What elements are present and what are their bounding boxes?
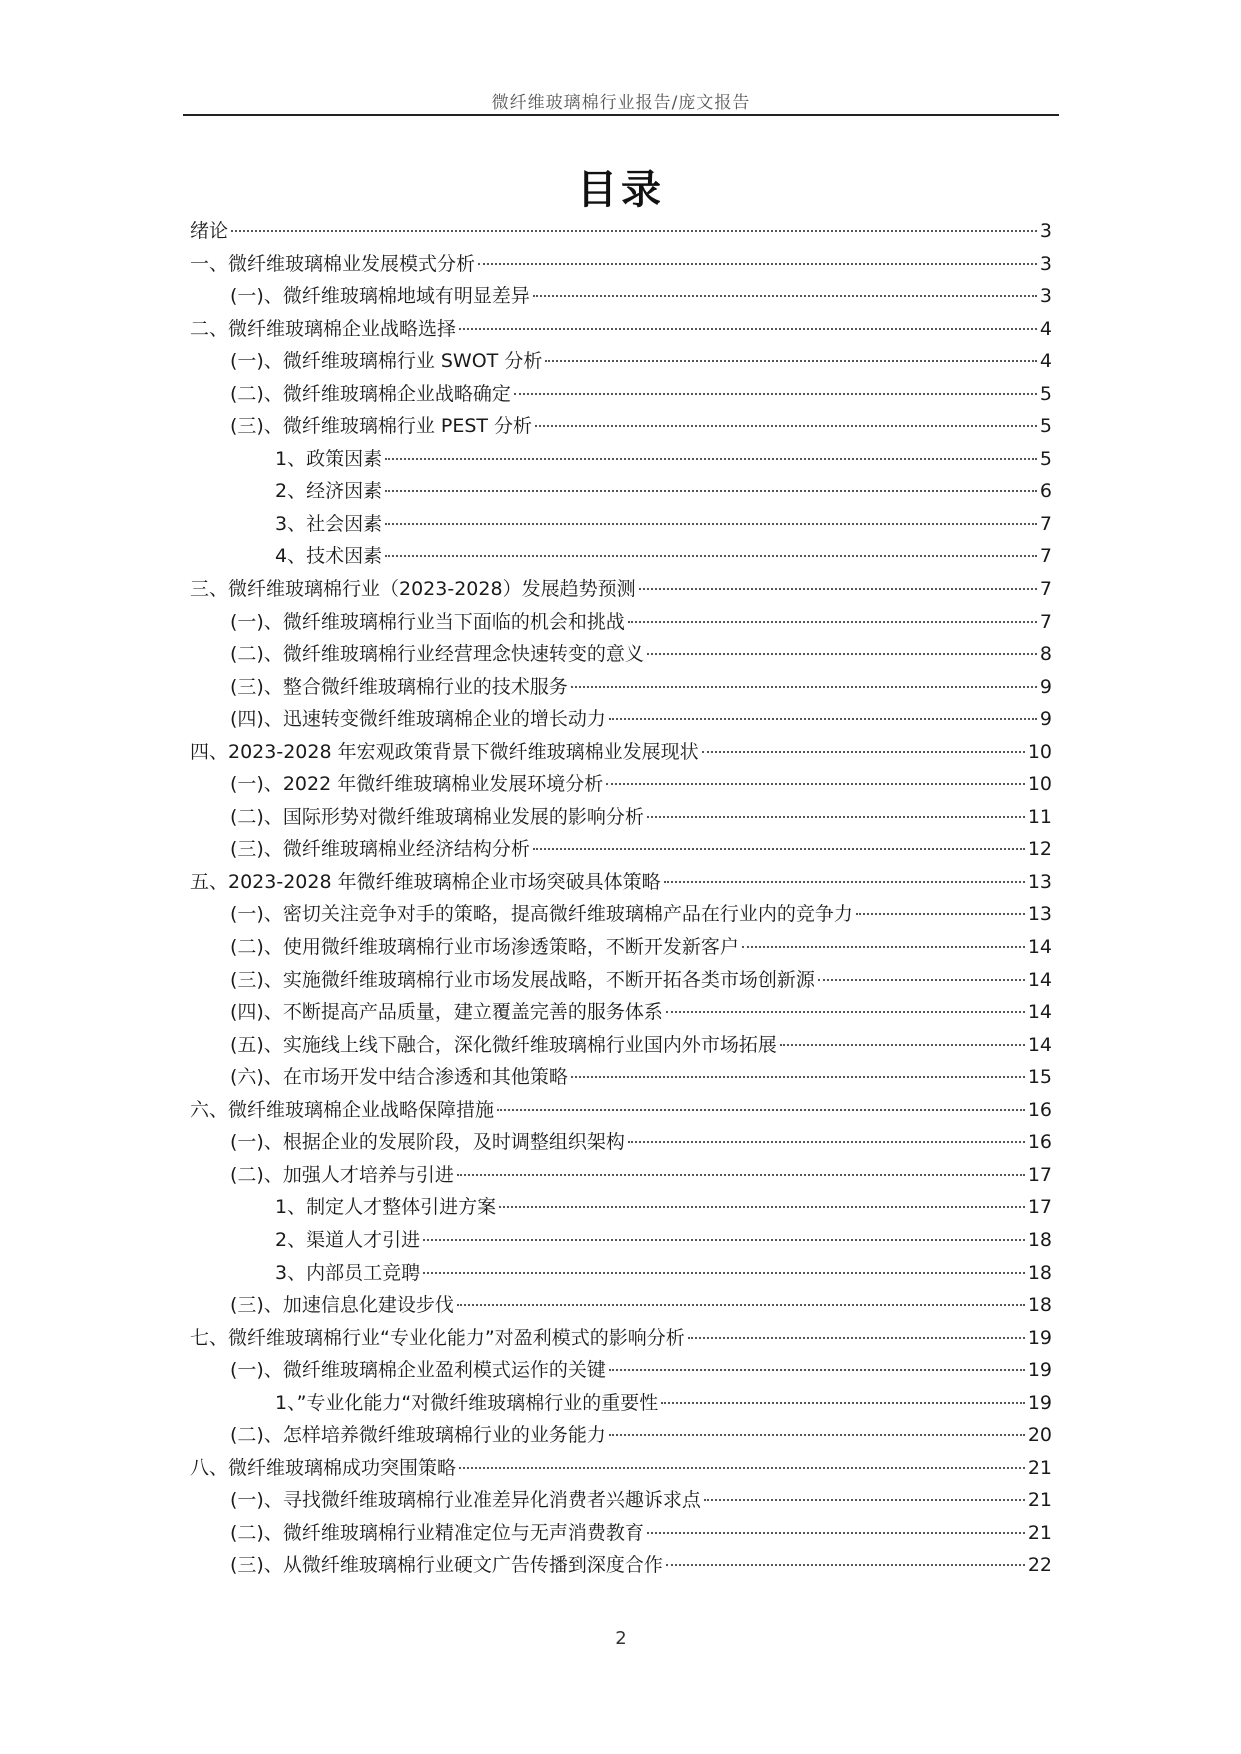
toc-entry-page: 21: [1027, 1489, 1052, 1512]
running-header: 微纤维玻璃棉行业报告/庞文报告: [491, 93, 751, 113]
toc-entry[interactable]: [190, 313, 1052, 346]
toc-entry[interactable]: [190, 1452, 1052, 1485]
toc-entry-page: 9: [1039, 675, 1052, 698]
toc-entry-text: 七、微纤维玻璃棉行业“专业化能力”对盈利模式的影响分析: [190, 1326, 685, 1349]
toc-dot-leader: [704, 1499, 1025, 1501]
toc-entry[interactable]: [190, 1354, 1052, 1387]
toc-entry-text: (一)、微纤维玻璃棉企业盈利模式运作的关键: [230, 1359, 606, 1382]
toc-entry-text: 1、”专业化能力“对微纤维玻璃棉行业的重要性: [275, 1391, 659, 1414]
toc-entry-page: 4: [1039, 317, 1052, 340]
toc-entry[interactable]: [190, 1159, 1052, 1192]
toc-entry-text: 2、渠道人才引进: [275, 1228, 421, 1251]
toc-entry-page: 3: [1039, 220, 1052, 242]
toc-dot-leader: [497, 1109, 1025, 1111]
toc-entry-page: 19: [1027, 1326, 1052, 1349]
toc-dot-leader: [647, 1532, 1025, 1534]
toc-entry-page: 19: [1027, 1391, 1052, 1414]
toc-dot-leader: [628, 621, 1037, 623]
toc-entry[interactable]: [190, 833, 1052, 866]
toc-dot-leader: [423, 1239, 1025, 1241]
toc-title: 目录: [577, 167, 665, 213]
toc-entry-text: 五、2023-2028 年微纤维玻璃棉企业市场突破具体策略: [190, 870, 661, 893]
toc-entry[interactable]: [190, 280, 1052, 313]
toc-dot-leader: [666, 1011, 1025, 1013]
toc-entry-page: 13: [1027, 903, 1052, 926]
toc-entry-text: (一)、2022 年微纤维玻璃棉业发展环境分析: [230, 773, 604, 796]
toc-entry-text: 六、微纤维玻璃棉企业战略保障措施: [190, 1098, 495, 1121]
toc-entry-page: 21: [1027, 1456, 1052, 1479]
table-of-contents: [190, 215, 1052, 1582]
toc-entry-text: (二)、国际形势对微纤维玻璃棉业发展的影响分析: [230, 805, 644, 828]
toc-entry[interactable]: [190, 1029, 1052, 1062]
toc-entry[interactable]: [190, 671, 1052, 704]
toc-entry-text: (一)、微纤维玻璃棉行业当下面临的机会和挑战: [230, 610, 625, 633]
toc-dot-leader: [666, 1564, 1025, 1566]
toc-entry[interactable]: [190, 736, 1052, 769]
toc-entry[interactable]: [190, 866, 1052, 899]
toc-entry-page: 8: [1039, 643, 1052, 666]
toc-entry-page: 15: [1027, 1066, 1052, 1089]
toc-dot-leader: [457, 1304, 1025, 1306]
toc-dot-leader: [459, 328, 1037, 330]
toc-entry-page: 5: [1039, 382, 1052, 405]
toc-entry[interactable]: [190, 215, 1052, 248]
toc-entry-text: (一)、寻找微纤维玻璃棉行业准差异化消费者兴趣诉求点: [230, 1489, 701, 1512]
toc-dot-leader: [647, 653, 1037, 655]
toc-entry-text: (三)、实施微纤维玻璃棉行业市场发展战略，不断开拓各类市场创新源: [230, 968, 815, 991]
toc-dot-leader: [499, 1206, 1025, 1208]
toc-entry-text: (一)、微纤维玻璃棉行业 SWOT 分析: [230, 350, 543, 373]
toc-entry-text: (一)、微纤维玻璃棉地域有明显差异: [230, 285, 530, 308]
toc-entry[interactable]: [190, 931, 1052, 964]
toc-dot-leader: [545, 360, 1037, 362]
toc-dot-leader: [571, 1076, 1025, 1078]
toc-dot-leader: [533, 848, 1025, 850]
toc-entry-page: 17: [1027, 1196, 1052, 1219]
toc-entry-text: (二)、怎样培养微纤维玻璃棉行业的业务能力: [230, 1424, 606, 1447]
toc-entry-page: 7: [1039, 545, 1052, 568]
toc-dot-leader: [609, 718, 1037, 720]
toc-entry-text: (三)、加速信息化建设步伐: [230, 1294, 454, 1317]
toc-entry-text: (二)、微纤维玻璃棉行业精准定位与无声消费教育: [230, 1521, 644, 1544]
toc-entry-page: 9: [1039, 708, 1052, 731]
toc-entry-page: 19: [1027, 1359, 1052, 1382]
toc-entry[interactable]: [190, 1224, 1052, 1257]
toc-entry-page: 4: [1039, 350, 1052, 373]
toc-dot-leader: [535, 425, 1037, 427]
toc-dot-leader: [533, 295, 1037, 297]
page-number: 2: [615, 1628, 627, 1649]
toc-dot-leader: [385, 490, 1037, 492]
toc-entry-page: 14: [1027, 968, 1052, 991]
toc-entry-text: 1、政策因素: [275, 447, 383, 470]
toc-entry-page: 5: [1039, 447, 1052, 470]
toc-entry-page: 22: [1027, 1554, 1052, 1577]
toc-entry[interactable]: [190, 768, 1052, 801]
toc-dot-leader: [647, 816, 1025, 818]
toc-entry[interactable]: [190, 1484, 1052, 1517]
toc-entry-text: (三)、从微纤维玻璃棉行业硬文广告传播到深度合作: [230, 1554, 663, 1577]
toc-entry[interactable]: [190, 1549, 1052, 1582]
toc-dot-leader: [664, 881, 1025, 883]
toc-dot-leader: [742, 946, 1025, 948]
toc-dot-leader: [385, 458, 1037, 460]
toc-entry-text: 3、社会因素: [275, 512, 383, 535]
toc-dot-leader: [478, 263, 1037, 265]
toc-entry[interactable]: [190, 475, 1052, 508]
toc-entry-text: (三)、微纤维玻璃棉业经济结构分析: [230, 838, 530, 861]
toc-entry-text: (一)、密切关注竞争对手的策略，提高微纤维玻璃棉产品在行业内的竞争力: [230, 903, 853, 926]
toc-entry[interactable]: [190, 378, 1052, 411]
toc-entry-page: 18: [1027, 1261, 1052, 1284]
toc-dot-leader: [639, 588, 1037, 590]
toc-entry[interactable]: [190, 898, 1052, 931]
toc-entry[interactable]: [190, 1387, 1052, 1420]
toc-entry[interactable]: [190, 996, 1052, 1029]
toc-entry-text: (一)、根据企业的发展阶段，及时调整组织架构: [230, 1131, 625, 1154]
toc-entry-page: 21: [1027, 1521, 1052, 1544]
toc-entry-text: (六)、在市场开发中结合渗透和其他策略: [230, 1066, 568, 1089]
toc-entry[interactable]: [190, 638, 1052, 671]
toc-entry[interactable]: [190, 1094, 1052, 1127]
toc-dot-leader: [459, 1467, 1025, 1469]
toc-entry-page: 7: [1039, 610, 1052, 633]
toc-entry-text: 四、2023-2028 年宏观政策背景下微纤维玻璃棉业发展现状: [190, 740, 699, 763]
toc-entry-page: 13: [1027, 870, 1052, 893]
toc-entry-text: (四)、不断提高产品质量，建立覆盖完善的服务体系: [230, 1001, 663, 1024]
toc-dot-leader: [818, 979, 1025, 981]
toc-entry[interactable]: [190, 801, 1052, 834]
toc-entry[interactable]: [190, 540, 1052, 573]
toc-dot-leader: [606, 783, 1025, 785]
toc-dot-leader: [856, 913, 1025, 915]
toc-entry-page: 14: [1027, 1033, 1052, 1056]
toc-dot-leader: [628, 1141, 1025, 1143]
toc-dot-leader: [231, 230, 1037, 232]
toc-entry-text: (二)、微纤维玻璃棉行业经营理念快速转变的意义: [230, 643, 644, 666]
toc-dot-leader: [688, 1337, 1025, 1339]
toc-entry[interactable]: [190, 410, 1052, 443]
toc-entry[interactable]: [190, 443, 1052, 476]
toc-entry[interactable]: [190, 1517, 1052, 1550]
toc-entry-text: (三)、微纤维玻璃棉行业 PEST 分析: [230, 415, 533, 438]
toc-dot-leader: [385, 523, 1037, 525]
toc-entry-page: 12: [1027, 838, 1052, 861]
toc-entry[interactable]: [190, 1419, 1052, 1452]
toc-entry-page: 14: [1027, 1001, 1052, 1024]
toc-entry-page: 3: [1039, 285, 1052, 308]
toc-entry[interactable]: [190, 1191, 1052, 1224]
toc-entry[interactable]: [190, 1322, 1052, 1355]
toc-dot-leader: [423, 1272, 1025, 1274]
toc-dot-leader: [609, 1369, 1025, 1371]
toc-entry[interactable]: [190, 703, 1052, 736]
toc-entry[interactable]: [190, 1289, 1052, 1322]
toc-entry-page: 18: [1027, 1294, 1052, 1317]
toc-entry-text: (二)、微纤维玻璃棉企业战略确定: [230, 382, 511, 405]
toc-entry[interactable]: [190, 345, 1052, 378]
toc-entry-page: 16: [1027, 1098, 1052, 1121]
toc-entry-text: 2、经济因素: [275, 480, 383, 503]
toc-entry-page: 3: [1039, 252, 1052, 275]
toc-entry-text: 三、微纤维玻璃棉行业（2023-2028）发展趋势预测: [190, 578, 636, 601]
toc-entry-page: 17: [1027, 1163, 1052, 1186]
toc-entry-page: 10: [1027, 740, 1052, 763]
toc-entry[interactable]: [190, 1257, 1052, 1290]
toc-entry-page: 10: [1027, 773, 1052, 796]
toc-entry[interactable]: [190, 248, 1052, 281]
toc-entry-page: 18: [1027, 1228, 1052, 1251]
toc-dot-leader: [661, 1402, 1025, 1404]
toc-entry-text: 4、技术因素: [275, 545, 383, 568]
toc-entry[interactable]: [190, 508, 1052, 541]
toc-entry-page: 11: [1027, 805, 1052, 828]
toc-entry-text: 绪论: [190, 220, 229, 242]
toc-dot-leader: [385, 555, 1037, 557]
toc-entry-text: (二)、加强人才培养与引进: [230, 1163, 454, 1186]
toc-dot-leader: [571, 686, 1037, 688]
toc-entry[interactable]: [190, 573, 1052, 606]
toc-dot-leader: [780, 1044, 1025, 1046]
toc-entry-page: 5: [1039, 415, 1052, 438]
toc-entry[interactable]: [190, 1061, 1052, 1094]
toc-entry[interactable]: [190, 606, 1052, 639]
toc-entry-page: 7: [1039, 578, 1052, 601]
toc-entry-text: 八、微纤维玻璃棉成功突围策略: [190, 1456, 457, 1479]
toc-dot-leader: [609, 1434, 1025, 1436]
toc-entry-page: 14: [1027, 936, 1052, 959]
toc-entry-text: 3、内部员工竞聘: [275, 1261, 421, 1284]
toc-entry-text: (四)、迅速转变微纤维玻璃棉企业的增长动力: [230, 708, 606, 731]
toc-dot-leader: [457, 1174, 1025, 1176]
toc-entry-page: 7: [1039, 512, 1052, 535]
toc-entry-page: 6: [1039, 480, 1052, 503]
toc-entry-text: (二)、使用微纤维玻璃棉行业市场渗透策略，不断开发新客户: [230, 936, 739, 959]
toc-entry-page: 20: [1027, 1424, 1052, 1447]
toc-dot-leader: [514, 393, 1037, 395]
toc-entry-text: 二、微纤维玻璃棉企业战略选择: [190, 317, 457, 340]
toc-entry-text: 1、制定人才整体引进方案: [275, 1196, 497, 1219]
header-rule: [183, 114, 1059, 116]
toc-entry-text: (五)、实施线上线下融合，深化微纤维玻璃棉行业国内外市场拓展: [230, 1033, 777, 1056]
toc-dot-leader: [702, 751, 1025, 753]
toc-entry[interactable]: [190, 964, 1052, 997]
toc-entry-text: (三)、整合微纤维玻璃棉行业的技术服务: [230, 675, 568, 698]
toc-entry-page: 16: [1027, 1131, 1052, 1154]
toc-entry[interactable]: [190, 1126, 1052, 1159]
toc-entry-text: 一、微纤维玻璃棉业发展模式分析: [190, 252, 476, 275]
